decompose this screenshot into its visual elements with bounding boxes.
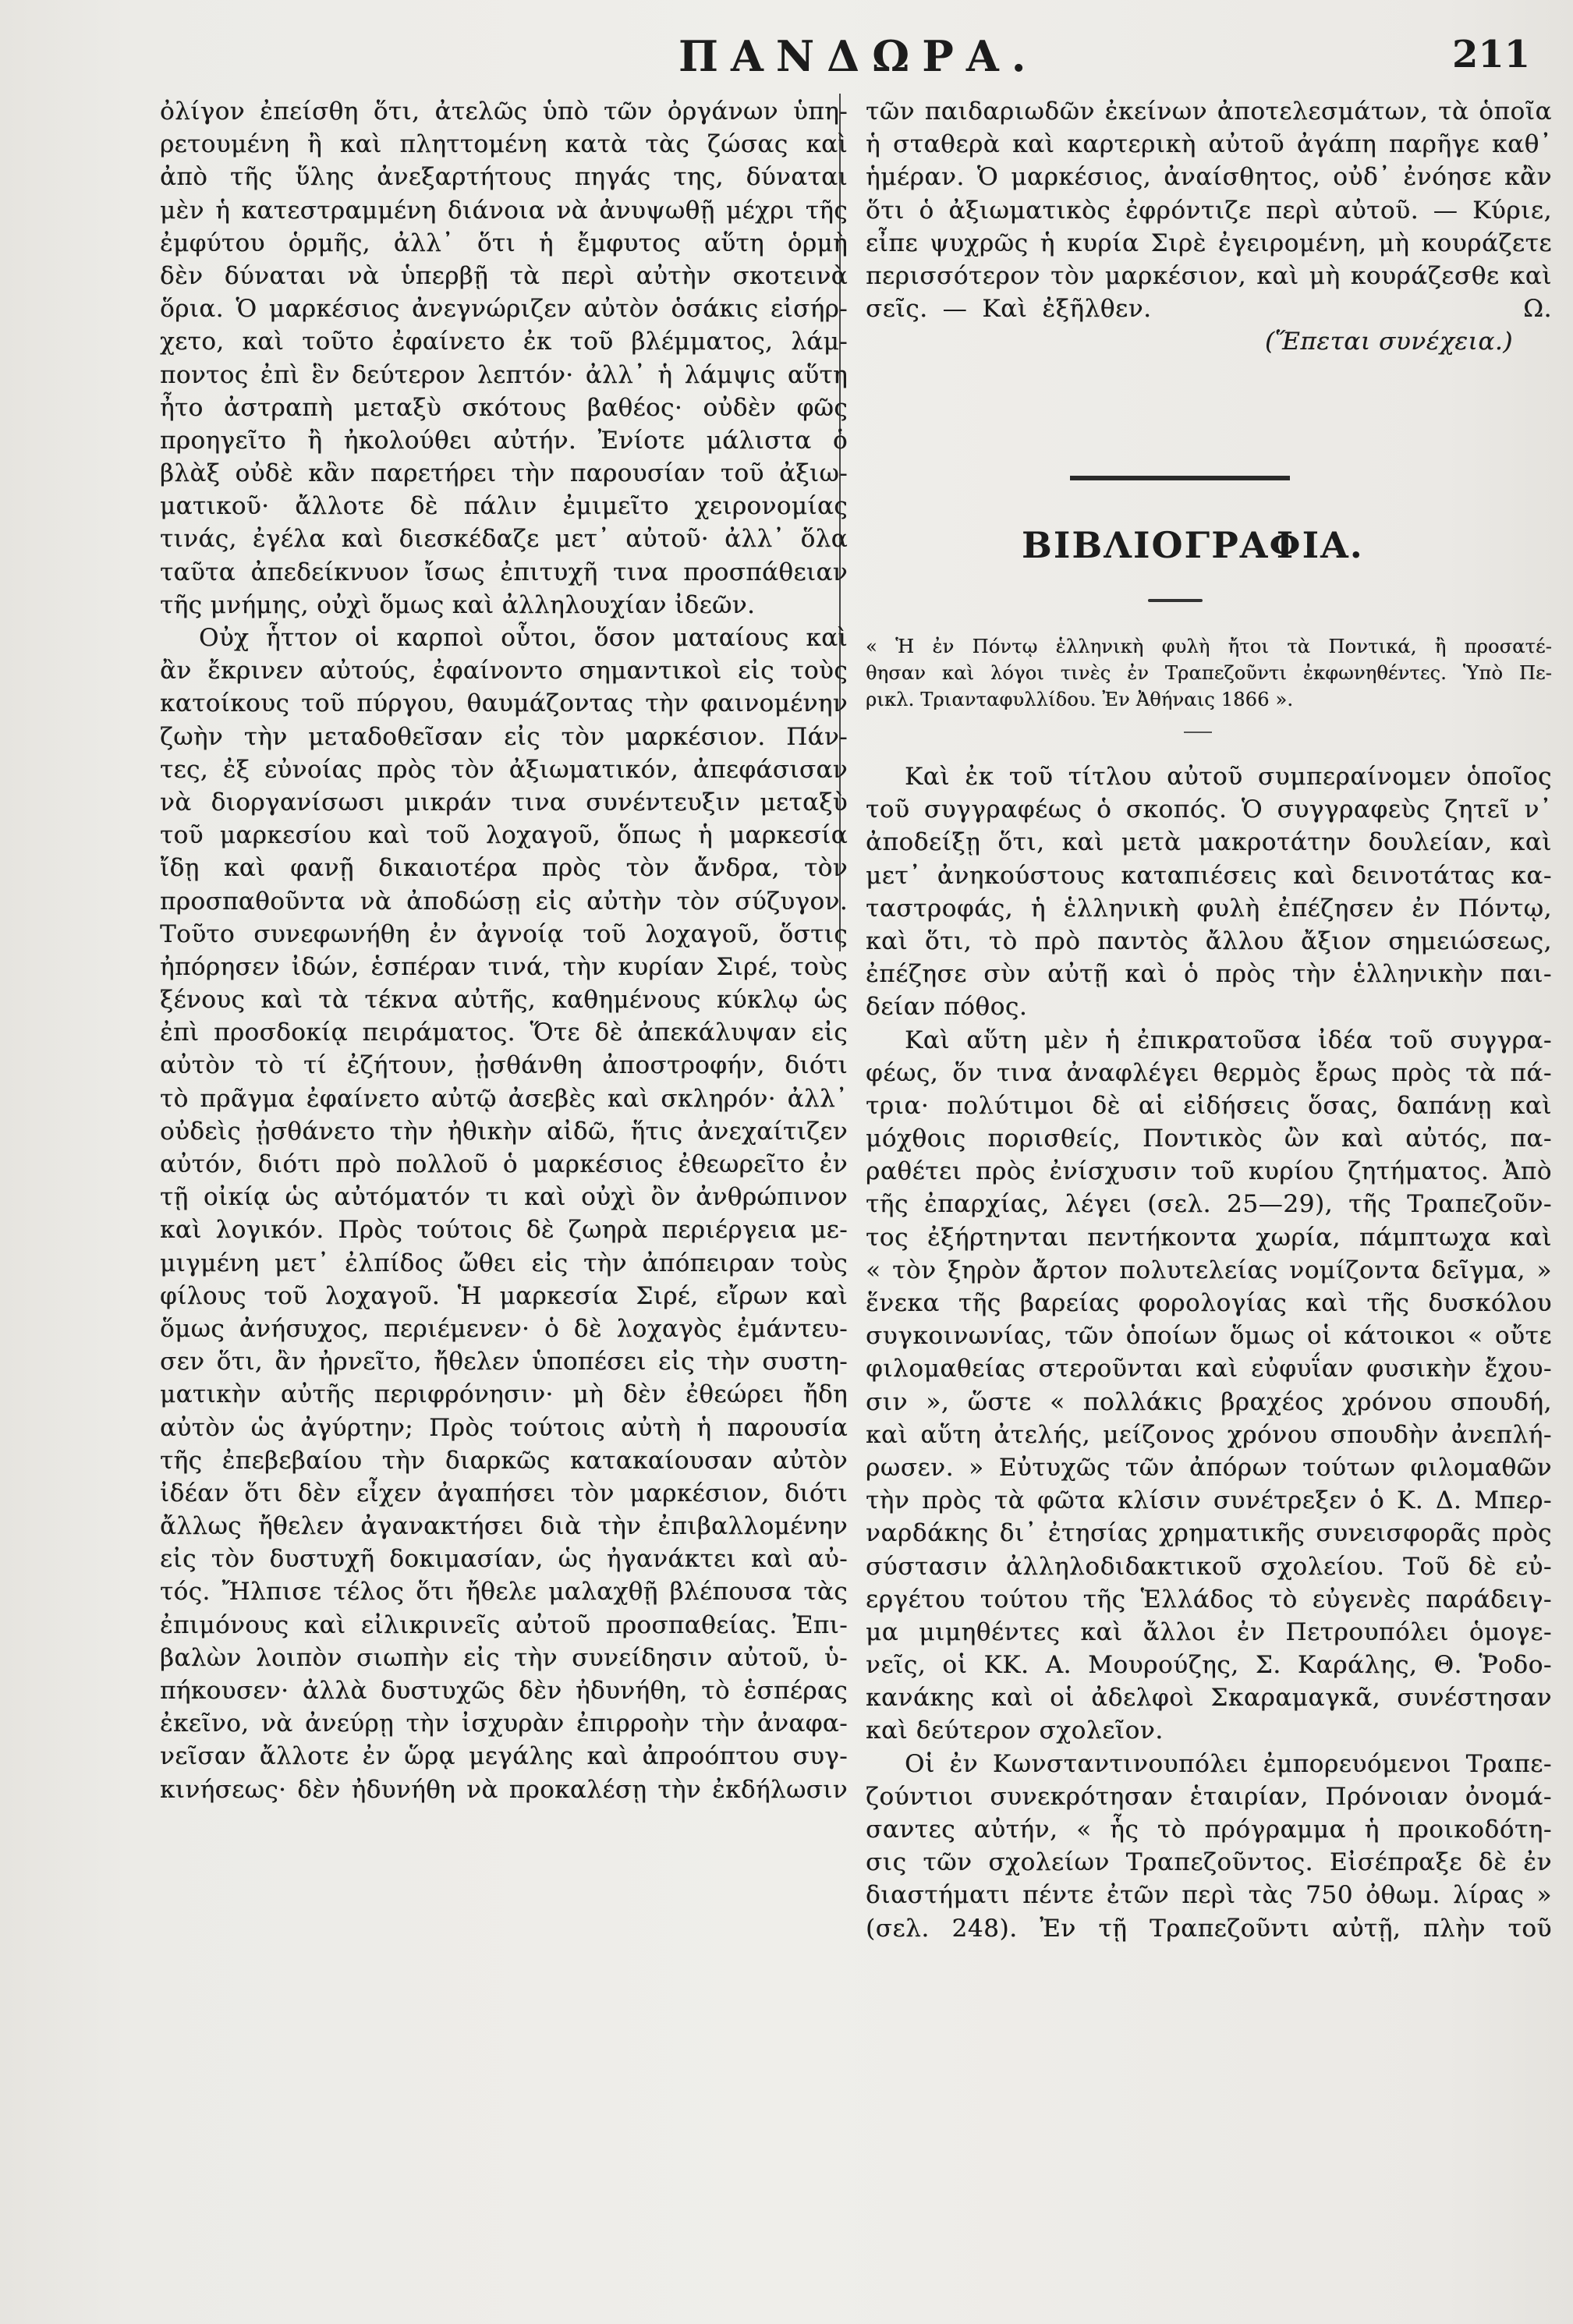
journal-title: ΠΑΝΔΩΡΑ. xyxy=(678,31,1039,81)
text-line: τος ἐξήρτηνται πεντήκοντα χωρία, πάμπτωχα καὶ xyxy=(866,1223,1552,1252)
text-line: τοῦ μαρκεσίου καὶ τοῦ λοχαγοῦ, ὅπως ἡ μαρκεσία xyxy=(160,821,848,850)
text-line: ματικὴν αὐτῆς περιφρόνησιν· μὴ δὲν ἐθεώρει ἤδη xyxy=(160,1380,848,1409)
text-line: σιν », ὥστε « πολλάκις βραχέος χρόνου σπουδή, xyxy=(866,1387,1552,1416)
text-line: ἐμφύτου ὁρμῆς, ἀλλ᾽ ὅτι ἡ ἔμφυτος αὕτη ὁρμὴ xyxy=(160,229,848,257)
text-line: ἠπόρησεν ἰδών, ἑσπέραν τινά, τὴν κυρίαν Σιρέ, τοὺς xyxy=(160,952,848,981)
text-line: ζούντιοι συνεκρότησαν ἑταιρίαν, Πρόνοιαν ὀνομά- xyxy=(866,1782,1552,1811)
text-line: ὀλίγον ἐπείσθη ὅτι, ἀτελῶς ὑπὸ τῶν ὀργάνων ὑπη- xyxy=(160,97,848,126)
reference-line: « Ἡ ἐν Πόντῳ ἑλληνικὴ φυλὴ ἤτοι τὰ Ποντικά, ἢ προσατέ- xyxy=(866,636,1552,657)
text-line: εἶπε ψυχρῶς ἡ κυρία Σιρὲ ἐγειρομένη, μὴ κουράζετε xyxy=(866,229,1552,257)
reference-line: ρικλ. Τριανταφυλλίδου. Ἐν Ἀθήναις 1866 ». xyxy=(866,689,1294,710)
text-line: ρωσεν. » Εὐτυχῶς τῶν ἀπόρων τούτων φιλομαθῶν xyxy=(866,1453,1552,1482)
text-line: τες, ἐξ εὐνοίας πρὸς τὸν ἀξιωματικόν, ἀπεφάσισαν xyxy=(160,755,848,784)
text-line: νὰ διοργανίσωσι μικράν τινα συνέντευξιν μεταξὺ xyxy=(160,788,848,817)
text-line: τῇ οἰκίᾳ ὡς αὐτόματόν τι καὶ οὐχὶ ὂν ἀνθρώπινον xyxy=(160,1183,848,1212)
text-line: τός. Ἤλπισε τέλος ὅτι ἤθελε μαλαχθῇ βλέπουσα τὰς xyxy=(160,1578,848,1607)
text-line: προηγεῖτο ἢ ἠκολούθει αὐτήν. Ἐνίοτε μάλιστα ὁ xyxy=(160,426,848,455)
text-line: σεῖς. — Καὶ ἐξῆλθεν. Ω. xyxy=(866,295,1552,324)
text-line: ἐπὶ προσδοκίᾳ πειράματος. Ὅτε δὲ ἀπεκάλυψαν εἰς xyxy=(160,1019,848,1047)
text-line: βαλὼν λοιπὸν σιωπὴν εἰς τὴν συνείδησιν αὐτοῦ, ὑ- xyxy=(160,1643,848,1672)
text-line: τῶν παιδαριωδῶν ἐκείνων ἀποτελεσμάτων, τὰ ὁποῖα xyxy=(866,97,1552,126)
text-line: φέως, ὅν τινα ἀναφλέγει θερμὸς ἔρως πρὸς τὰ πά- xyxy=(866,1058,1552,1087)
text-line: δὲν δύναται νὰ ὑπερβῇ τὰ περὶ αὐτὴν σκοτεινὰ xyxy=(160,261,848,290)
text-line: τινάς, ἐγέλα καὶ διεσκέδαζε μετ᾽ αὐτοῦ· ἀλλ᾽ ὅλα xyxy=(160,525,848,554)
text-line: ἀποδείξῃ ὅτι, καὶ μετὰ μακροτάτην δουλείαν, καὶ xyxy=(866,828,1552,857)
text-line: φιλομαθείας στεροῦνται καὶ εὐφυΐαν φυσικὴν ἔχου- xyxy=(866,1355,1552,1383)
text-line: πήκουσεν· ἀλλὰ δυστυχῶς δὲν ἠδυνήθη, τὸ ἑσπέρας xyxy=(160,1677,848,1705)
review-body xyxy=(866,760,1552,1945)
text-line: διαστήματι πέντε ἐτῶν περὶ τὰς 750 ὀθωμ. λίρας » xyxy=(866,1881,1552,1910)
text-line: αὐτὸν τὸ τί ἐζήτουν, ᾐσθάνθη ἀποστροφήν, διότι xyxy=(160,1051,848,1080)
text-line: νεῖς, οἱ ΚΚ. Α. Μουρούζης, Σ. Καράλης, Θ. Ῥοδο- xyxy=(866,1651,1552,1680)
text-line: ὅμως ἀνήσυχος, περιέμενεν· ὁ δὲ λοχαγὸς ἐμάντευ- xyxy=(160,1314,848,1343)
text-line: εργέτου τούτου τῆς Ἑλλάδος τὸ εὐγενὲς παράδειγ- xyxy=(866,1585,1552,1614)
text-line: καὶ ὅτι, τὸ πρὸ παντὸς ἄλλου ἄξιον σημειώσεως, xyxy=(866,926,1552,955)
text-line: σαντες αὐτήν, « ἧς τὸ πρόγραμμα ἡ προικοδότη- xyxy=(866,1816,1552,1844)
text-line: δείαν πόθος. xyxy=(866,993,1028,1022)
running-head xyxy=(0,23,1573,86)
text-line: νεῖσαν ἄλλοτε ἐν ὥρᾳ μεγάλης καὶ ἀπροόπτου συγ- xyxy=(160,1742,848,1771)
text-line: σεν ὅτι, ἂν ἠρνεῖτο, ἤθελεν ὑποπέσει εἰς τὴν συστη- xyxy=(160,1348,848,1376)
text-line: ἴδῃ καὶ φανῇ δικαιοτέρα πρὸς τὸν ἄνδρα, τὸν xyxy=(160,854,848,883)
right-column-top xyxy=(866,95,1552,359)
text-line: ὅρια. Ὁ μαρκέσιος ἀνεγνώριζεν αὐτὸν ὁσάκις εἰσήρ- xyxy=(160,295,848,324)
text-line: ἡ σταθερὰ καὶ καρτερικὴ αὐτοῦ ἀγάπη παρῆγε καθ᾽ xyxy=(866,130,1552,159)
text-line: μιγμένη μετ᾽ ἐλπίδος ὤθει εἰς τὴν ἀπόπειραν τοὺς xyxy=(160,1249,848,1277)
text-line: τῆς μνήμης, οὐχὶ ὅμως καὶ ἀλληλουχίαν ἰδεῶν. xyxy=(160,590,756,619)
text-line: ἂν ἔκρινεν αὐτούς, ἐφαίνοντο σημαντικοὶ εἰς τοὺς xyxy=(160,657,848,686)
text-line: μόχθοις πορισθείς, Ποντικὸς ὢν καὶ αὐτός, πα- xyxy=(866,1125,1552,1153)
reference-line: θησαν καὶ λόγοι τινὲς ἐν Τραπεζοῦντι ἐκφωνηθέντες. Ὑπὸ Πε- xyxy=(866,662,1552,684)
text-line: αὐτὸν ὡς ἀγύρτην; Πρὸς τούτοις αὐτὴ ἡ παρουσία xyxy=(160,1413,848,1442)
paragraph-start-line: Καὶ ἐκ τοῦ τίτλου αὐτοῦ συμπεραίνομεν ὁποῖος xyxy=(905,763,1552,791)
to-be-continued-note: (Ἕπεται συνέχεια.) xyxy=(1264,328,1513,356)
text-line: κανάκης καὶ οἱ ἀδελφοὶ Σκαραμαγκᾶ, συνέστησαν xyxy=(866,1684,1552,1713)
text-line: κατοίκους τοῦ πύργου, θαυμάζοντας τὴν φαινομένην xyxy=(160,689,848,718)
text-line: ἀπὸ τῆς ὕλης ἀνεξαρτήτους πηγάς της, δύναται xyxy=(160,163,848,192)
text-line: οὐδεὶς ᾐσθάνετο τὴν ἠθικὴν αἰδῶ, ἥτις ἀνεχαίτιζεν xyxy=(160,1117,848,1146)
text-line: ραθέτει πρὸς ἐνίσχυσιν τοῦ κυρίου ζητήματος. Ἀπὸ xyxy=(866,1157,1552,1186)
text-line: ματικοῦ· ἄλλοτε δὲ πάλιν ἐμιμεῖτο χειρονομίας xyxy=(160,492,848,521)
text-line: ἦτο ἀστραπὴ μεταξὺ σκότους βαθέος· οὐδὲν φῶς xyxy=(160,393,848,422)
text-line: καὶ αὕτη ἀτελής, μείζονος χρόνου σπουδὴν ἀνεπλή- xyxy=(866,1420,1552,1449)
text-line: ταστροφάς, ἡ ἑλληνικὴ φυλὴ ἐπέζησεν ἐν Πόντῳ, xyxy=(866,894,1552,923)
text-line: ταῦτα ἀπεδείκνυον ἴσως ἐπιτυχῆ τινα προσπάθειαν xyxy=(160,558,848,586)
book-reference xyxy=(866,633,1552,713)
text-line: καὶ δεύτερον σχολεῖον. xyxy=(866,1716,1164,1745)
paragraph-start-line: Οἱ ἐν Κωνσταντινουπόλει ἐμπορευόμενοι Τραπε- xyxy=(905,1749,1552,1778)
text-line: ἐκεῖνο, νὰ ἀνεύρῃ τὴν ἰσχυρὰν ἐπιρροὴν τὴν ἀναφα- xyxy=(160,1709,848,1738)
text-line: συγκοινωνίας, τῶν ὁποίων ὅμως οἱ κάτοικοι « οὔτε xyxy=(866,1322,1552,1351)
text-line: τῆς ἐπεβεβαίου τὴν διαρκῶς κατακαίουσαν αὐτὸν xyxy=(160,1446,848,1475)
text-line: χετο, καὶ τοῦτο ἐφαίνετο ἐκ τοῦ βλέμματος, λάμ- xyxy=(160,328,848,356)
text-line: περισσότερον τὸν μαρκέσιον, καὶ μὴ κουράζεσθε καὶ xyxy=(866,261,1552,290)
text-line: τὴν πρὸς τὰ φῶτα κλίσιν συνέτρεξεν ὁ Κ. Δ. Μπερ- xyxy=(866,1486,1552,1515)
text-line: ποντος ἐπὶ ἓν δεύτερον λεπτόν· ἀλλ᾽ ἡ λάμψις αὕτη xyxy=(160,360,848,389)
text-line: καὶ λογικόν. Πρὸς τούτοις δὲ ζωηρὰ περιέργεια με- xyxy=(160,1216,848,1245)
text-line: ἡμέραν. Ὁ μαρκέσιος, ἀναίσθητος, οὐδ᾽ ἐνόησε κἂν xyxy=(866,163,1552,192)
short-divider xyxy=(1184,732,1212,733)
text-line: ρετουμένη ἢ καὶ πληττομένη κατὰ τὰς ζώσας καὶ xyxy=(160,130,848,159)
text-line: ἐπέζησε σὺν αὐτῇ καὶ ὁ πρὸς τὴν ἑλληνικὴν παι- xyxy=(866,960,1552,989)
text-line: ζωὴν τὴν μεταδοθεῖσαν εἰς τὸν μαρκέσιον. Πάν- xyxy=(160,722,848,751)
text-line: κινήσεως· δὲν ἠδυνήθη νὰ προκαλέσῃ τὴν ἐκδήλωσιν xyxy=(160,1775,848,1804)
text-line: αὐτόν, διότι πρὸ πολλοῦ ὁ μαρκέσιος ἐθεωρεῖτο ἐν xyxy=(160,1150,848,1178)
section-rule xyxy=(1070,476,1290,480)
text-line: ἰδέαν ὅτι δὲν εἶχεν ἀγαπήσει τὸν μαρκέσιον, διότι xyxy=(160,1479,848,1507)
text-line: ἕνεκα τῆς βαρείας φορολογίας καὶ τῆς δυσκόλου xyxy=(866,1289,1552,1317)
text-line: Τοῦτο συνεφωνήθη ἐν ἀγνοίᾳ τοῦ λοχαγοῦ, ὅστις xyxy=(160,919,848,948)
text-line: « τὸν ξηρὸν ἄρτον πολυτελείας νομίζοντα δεῖγμα, » xyxy=(866,1256,1552,1284)
text-line: προσπαθοῦντα νὰ ἀποδώσῃ εἰς αὐτὴν τὸν σύζυγον. xyxy=(160,887,848,916)
text-line: τῆς ἐπαρχίας, λέγει (σελ. 25—29), τῆς Τραπεζοῦν- xyxy=(866,1190,1552,1219)
text-line: (σελ. 248). Ἐν τῇ Τραπεζοῦντι αὐτῇ, πλὴν τοῦ xyxy=(866,1914,1552,1943)
text-line: ναρδάκης δι᾽ ἐτησίας χρηματικῆς συνεισφορᾶς πρὸς xyxy=(866,1519,1552,1548)
paragraph-start-line: Καὶ αὕτη μὲν ἡ ἐπικρατοῦσα ἰδέα τοῦ συγγρα- xyxy=(905,1026,1552,1054)
text-line: ὅτι ὁ ἀξιωματικὸς ἐφρόντιζε περὶ αὐτοῦ. — Κύριε, xyxy=(866,196,1552,225)
ornament-divider xyxy=(1148,599,1203,602)
text-line: σις τῶν σχολείων Τραπεζοῦντος. Εἰσέπραξε δὲ ἐν xyxy=(866,1848,1552,1877)
text-line: φίλους τοῦ λοχαγοῦ. Ἡ μαρκεσία Σιρέ, εἴρων καὶ xyxy=(160,1281,848,1310)
page-number: 211 xyxy=(1452,33,1531,76)
text-line: εἰς τὸν δυστυχῆ δοκιμασίαν, ὡς ἠγανάκτει καὶ αὐ- xyxy=(160,1545,848,1574)
text-line: μὲν ἡ κατεστραμμένη διάνοια νὰ ἀνυψωθῇ μέχρι τῆς xyxy=(160,196,848,225)
left-column xyxy=(160,95,848,1806)
text-line: ξένους καὶ τὰ τέκνα αὐτῆς, καθημένους κύκλῳ ὡς xyxy=(160,986,848,1015)
text-line: ἐπιμόνους καὶ εἰλικρινεῖς αὐτοῦ προσπαθείας. Ἐπι- xyxy=(160,1610,848,1639)
text-line: τρια· πολύτιμοι δὲ αἱ εἰδήσεις ὅσας, δαπάνῃ καὶ xyxy=(866,1091,1552,1120)
paragraph-start-line: Οὐχ ἧττον οἱ καρποὶ οὗτοι, ὅσον ματαίους καὶ xyxy=(199,624,848,652)
text-line: σύστασιν ἀλληλοδιδακτικοῦ σχολείου. Τοῦ δὲ εὐ- xyxy=(866,1552,1552,1581)
text-line: τὸ πρᾶγμα ἐφαίνετο αὐτῷ ἀσεβὲς καὶ σκληρόν· ἀλλ᾽ xyxy=(160,1084,848,1113)
text-line: μα μιμηθέντες καὶ ἄλλοι ἐν Πετρουπόλει ὁμογε- xyxy=(866,1617,1552,1646)
section-heading: ΒΙΒΛΙΟΓΡΑΦΙΑ. xyxy=(1022,524,1364,566)
text-line: μετ᾽ ἀνηκούστους καταπιέσεις καὶ δεινοτάτας κα- xyxy=(866,861,1552,890)
text-line: ἄλλως ἤθελεν ἀγανακτήσει διὰ τὴν ἐπιβαλλομένην xyxy=(160,1512,848,1541)
text-line: τοῦ συγγραφέως ὁ σκοπός. Ὁ συγγραφεὺς ζητεῖ ν᾽ xyxy=(866,795,1552,824)
text-line: βλὰξ οὐδὲ κἂν παρετήρει τὴν παρουσίαν τοῦ ἀξιω- xyxy=(160,459,848,488)
